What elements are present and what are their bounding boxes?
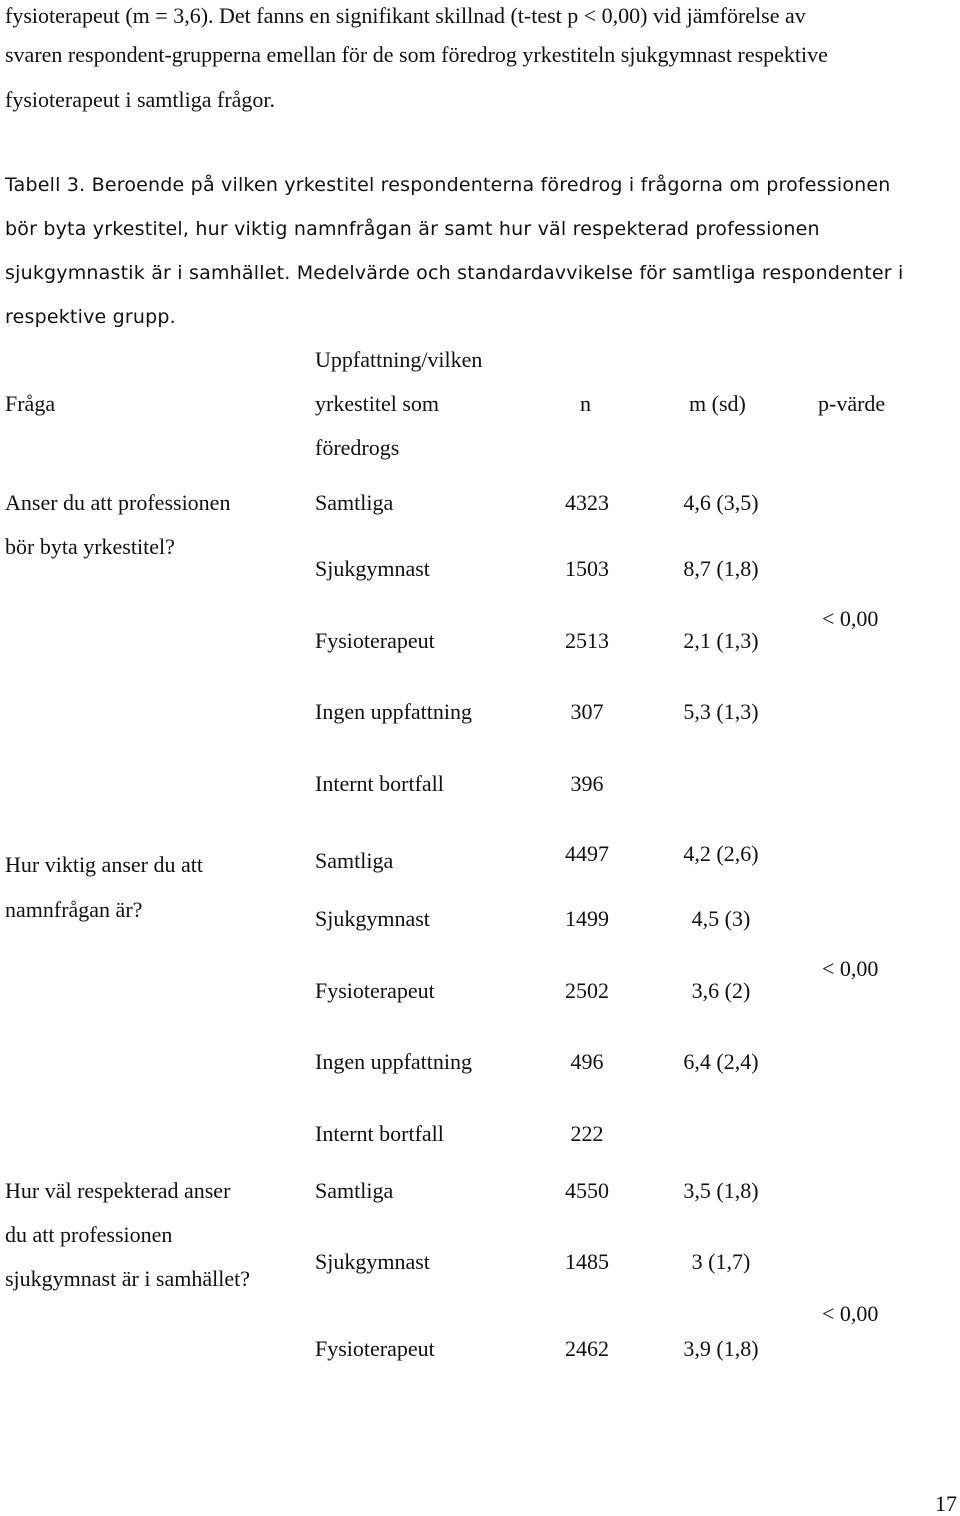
row-msd: 3,6 (2): [691, 978, 751, 1003]
row-msd: 2,1 (1,3): [683, 628, 759, 653]
row-label: Sjukgymnast: [315, 556, 430, 581]
header-p-value: p-värde: [818, 391, 886, 416]
row-msd: 4,6 (3,5): [683, 490, 759, 515]
question-line: namnfrågan är?: [5, 897, 143, 922]
row-n: 1503: [565, 556, 609, 581]
row-n: 4323: [565, 490, 609, 515]
p-value: < 0,00: [822, 1301, 879, 1326]
intro-line-2: svaren respondent-grupperna emellan för de som föredrog yrkestiteln sjukgymnast respektive: [5, 42, 828, 67]
row-msd: 8,7 (1,8): [683, 556, 759, 581]
question-line: Anser du att professionen: [5, 490, 231, 515]
row-label: Internt bortfall: [315, 1121, 444, 1146]
row-label: Fysioterapeut: [315, 1336, 435, 1361]
caption-line-4: respektive grupp.: [5, 306, 176, 328]
question-line: Hur väl respekterad anser: [5, 1178, 231, 1203]
p-value: < 0,00: [822, 606, 879, 631]
question-line: Hur viktig anser du att: [5, 852, 203, 877]
page-number: 17: [935, 1491, 957, 1516]
header-n: n: [580, 391, 591, 416]
header-fraga: Fråga: [5, 391, 56, 416]
header-uppfattning-line-1: Uppfattning/vilken: [315, 347, 483, 372]
row-msd: 6,4 (2,4): [683, 1049, 759, 1074]
row-n: 307: [570, 699, 604, 724]
row-label: Sjukgymnast: [315, 906, 430, 931]
question-line: bör byta yrkestitel?: [5, 534, 175, 559]
row-n: 1499: [565, 906, 609, 931]
question-line: sjukgymnast är i samhället?: [5, 1266, 250, 1291]
row-n: 2513: [565, 628, 609, 653]
question-line: du att professionen: [5, 1222, 173, 1247]
row-msd: 3,5 (1,8): [683, 1178, 759, 1203]
row-label: Fysioterapeut: [315, 978, 435, 1003]
row-msd: 5,3 (1,3): [683, 699, 759, 724]
row-label: Samtliga: [315, 1178, 394, 1203]
intro-line-3: fysioterapeut i samtliga frågor.: [5, 87, 276, 112]
row-label: Internt bortfall: [315, 771, 444, 796]
caption-line-3: sjukgymnastik är i samhället. Medelvärde och standardavvikelse för samtliga respondenter i: [5, 262, 904, 284]
row-n: 4497: [565, 841, 609, 866]
row-n: 1485: [565, 1249, 609, 1274]
caption-line-2: bör byta yrkestitel, hur viktig namnfrågan är samt hur väl respekterad professionen: [5, 218, 820, 240]
row-n: 4550: [565, 1178, 609, 1203]
intro-line-1: fysioterapeut (m = 3,6). Det fanns en signifikant skillnad (t-test p < 0,00) vid jämförelse av: [5, 3, 806, 28]
row-n: 396: [570, 771, 604, 796]
row-label: Fysioterapeut: [315, 628, 435, 653]
header-uppfattning-line-2: yrkestitel som: [315, 391, 440, 416]
header-msd: m (sd): [689, 391, 746, 416]
row-label: Ingen uppfattning: [315, 699, 473, 724]
header-uppfattning-line-3: föredrogs: [315, 435, 400, 460]
p-value: < 0,00: [822, 956, 879, 981]
row-label: Samtliga: [315, 490, 394, 515]
row-label: Samtliga: [315, 848, 394, 873]
row-n: 222: [570, 1121, 604, 1146]
row-n: 2502: [565, 978, 609, 1003]
row-label: Sjukgymnast: [315, 1249, 430, 1274]
row-label: Ingen uppfattning: [315, 1049, 473, 1074]
row-msd: 3 (1,7): [691, 1249, 751, 1274]
row-msd: 4,5 (3): [691, 906, 751, 931]
caption-line-1: Tabell 3. Beroende på vilken yrkestitel respondenterna föredrog i frågorna om professionen: [5, 174, 891, 196]
row-msd: 3,9 (1,8): [683, 1336, 759, 1361]
row-n: 2462: [565, 1336, 609, 1361]
row-n: 496: [570, 1049, 604, 1074]
row-msd: 4,2 (2,6): [683, 841, 759, 866]
